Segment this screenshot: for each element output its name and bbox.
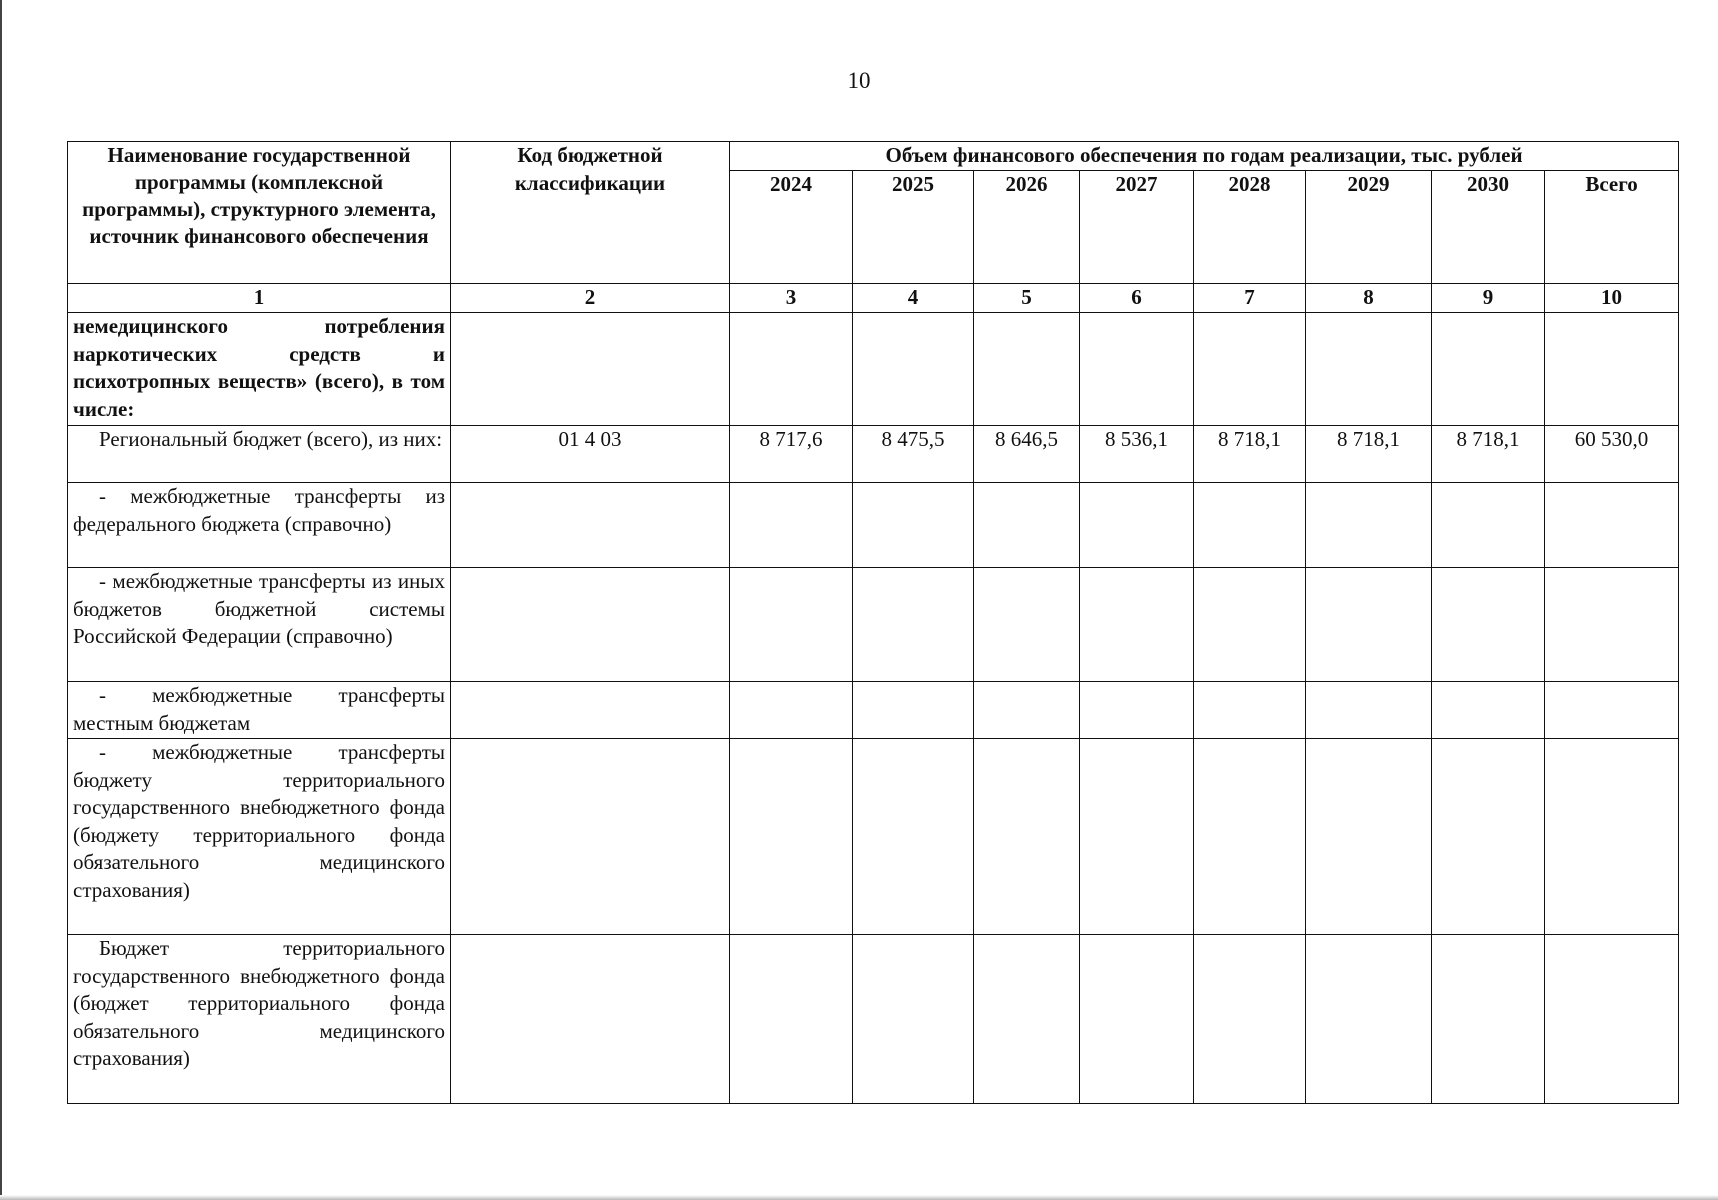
table-row	[68, 739, 1679, 935]
header-name-column: Наименование государственной программы (комплексной программы), структурного элемента, источник финансового обеспечения	[68, 142, 451, 284]
row-value	[974, 682, 1080, 739]
financing-table	[67, 141, 1679, 1104]
column-number: 4	[853, 284, 974, 313]
row-value	[1080, 313, 1194, 426]
column-number: 7	[1194, 284, 1306, 313]
scan-bottom-edge	[0, 1195, 1718, 1200]
row-code: 01 4 03	[451, 426, 730, 483]
row-value	[1080, 739, 1194, 935]
row-value	[1545, 568, 1679, 682]
row-code	[451, 739, 730, 935]
row-value: 8 475,5	[853, 426, 974, 483]
column-number-row	[68, 284, 1679, 313]
row-value	[1080, 568, 1194, 682]
row-value	[1194, 935, 1306, 1104]
row-value	[853, 483, 974, 568]
header-year-2025: 2025	[853, 171, 974, 284]
row-value	[730, 682, 853, 739]
row-value	[853, 739, 974, 935]
header-code-column: Код бюджетной классификации	[451, 142, 730, 284]
row-name: Бюджет территориального государственного внебюджетного фонда (бюджет территориального фонда обязательного медицинского страхования)	[68, 935, 451, 1104]
row-value	[1080, 483, 1194, 568]
column-number: 10	[1545, 284, 1679, 313]
row-code	[451, 483, 730, 568]
header-year-2028: 2028	[1194, 171, 1306, 284]
table-row	[68, 568, 1679, 682]
row-value	[730, 739, 853, 935]
row-value	[974, 313, 1080, 426]
row-value	[730, 568, 853, 682]
row-value	[974, 935, 1080, 1104]
row-name: - межбюджетные трансферты из федерального бюджета (справочно)	[68, 483, 451, 568]
row-value	[1432, 935, 1545, 1104]
row-name: Региональный бюджет (всего), из них:	[68, 426, 451, 483]
row-code	[451, 568, 730, 682]
row-value	[1306, 313, 1432, 426]
row-name: - межбюджетные трансферты бюджету территориального государственного внебюджетного фонда (бюджету территориального фонда обязательного медицинского страхования)	[68, 739, 451, 935]
header-year-2027: 2027	[1080, 171, 1194, 284]
row-value	[1545, 739, 1679, 935]
row-code	[451, 682, 730, 739]
row-value	[1306, 682, 1432, 739]
row-value	[1194, 483, 1306, 568]
row-value	[1080, 935, 1194, 1104]
row-value	[1545, 935, 1679, 1104]
row-value	[730, 313, 853, 426]
row-value	[974, 739, 1080, 935]
row-value	[730, 935, 853, 1104]
row-value	[853, 568, 974, 682]
page-number: 10	[847, 68, 871, 93]
column-number: 2	[451, 284, 730, 313]
row-value	[1194, 682, 1306, 739]
column-number: 1	[68, 284, 451, 313]
row-value	[974, 568, 1080, 682]
row-value	[1306, 739, 1432, 935]
row-code	[451, 935, 730, 1104]
row-value	[1194, 739, 1306, 935]
column-number: 5	[974, 284, 1080, 313]
row-value	[730, 483, 853, 568]
scan-left-edge	[0, 0, 2, 1200]
row-code	[451, 313, 730, 426]
table-row	[68, 426, 1679, 483]
header-row-1	[68, 142, 1679, 171]
row-value: 8 718,1	[1194, 426, 1306, 483]
header-financing-group: Объем финансового обеспечения по годам реализации, тыс. рублей	[730, 142, 1679, 171]
row-value	[1432, 682, 1545, 739]
row-value	[1432, 483, 1545, 568]
row-value	[853, 313, 974, 426]
table-row	[68, 682, 1679, 739]
row-value	[1194, 313, 1306, 426]
row-value: 8 717,6	[730, 426, 853, 483]
row-value: 8 718,1	[1306, 426, 1432, 483]
row-value: 60 530,0	[1545, 426, 1679, 483]
row-value	[974, 483, 1080, 568]
column-number: 3	[730, 284, 853, 313]
row-value: 8 718,1	[1432, 426, 1545, 483]
row-value	[1545, 483, 1679, 568]
row-value	[853, 935, 974, 1104]
table-row	[68, 313, 1679, 426]
row-value	[1432, 568, 1545, 682]
row-value	[1545, 313, 1679, 426]
header-year-2030: 2030	[1432, 171, 1545, 284]
row-value	[1545, 682, 1679, 739]
column-number: 6	[1080, 284, 1194, 313]
column-number: 8	[1306, 284, 1432, 313]
row-value	[1306, 568, 1432, 682]
row-value	[1432, 313, 1545, 426]
row-value	[1306, 483, 1432, 568]
row-value: 8 536,1	[1080, 426, 1194, 483]
header-year-2024: 2024	[730, 171, 853, 284]
row-name: - межбюджетные трансферты из иных бюджетов бюджетной системы Российской Федерации (справочно)	[68, 568, 451, 682]
row-name: немедицинского потребления наркотических средств и психотропных веществ» (всего), в том числе:	[68, 313, 451, 426]
row-value: 8 646,5	[974, 426, 1080, 483]
row-value	[1194, 568, 1306, 682]
header-year-2029: 2029	[1306, 171, 1432, 284]
row-value	[853, 682, 974, 739]
row-value	[1306, 935, 1432, 1104]
table-row	[68, 935, 1679, 1104]
column-number: 9	[1432, 284, 1545, 313]
row-name: - межбюджетные трансферты местным бюджетам	[68, 682, 451, 739]
row-value	[1080, 682, 1194, 739]
header-year-2026: 2026	[974, 171, 1080, 284]
row-value	[1432, 739, 1545, 935]
table-row	[68, 483, 1679, 568]
header-total: Всего	[1545, 171, 1679, 284]
